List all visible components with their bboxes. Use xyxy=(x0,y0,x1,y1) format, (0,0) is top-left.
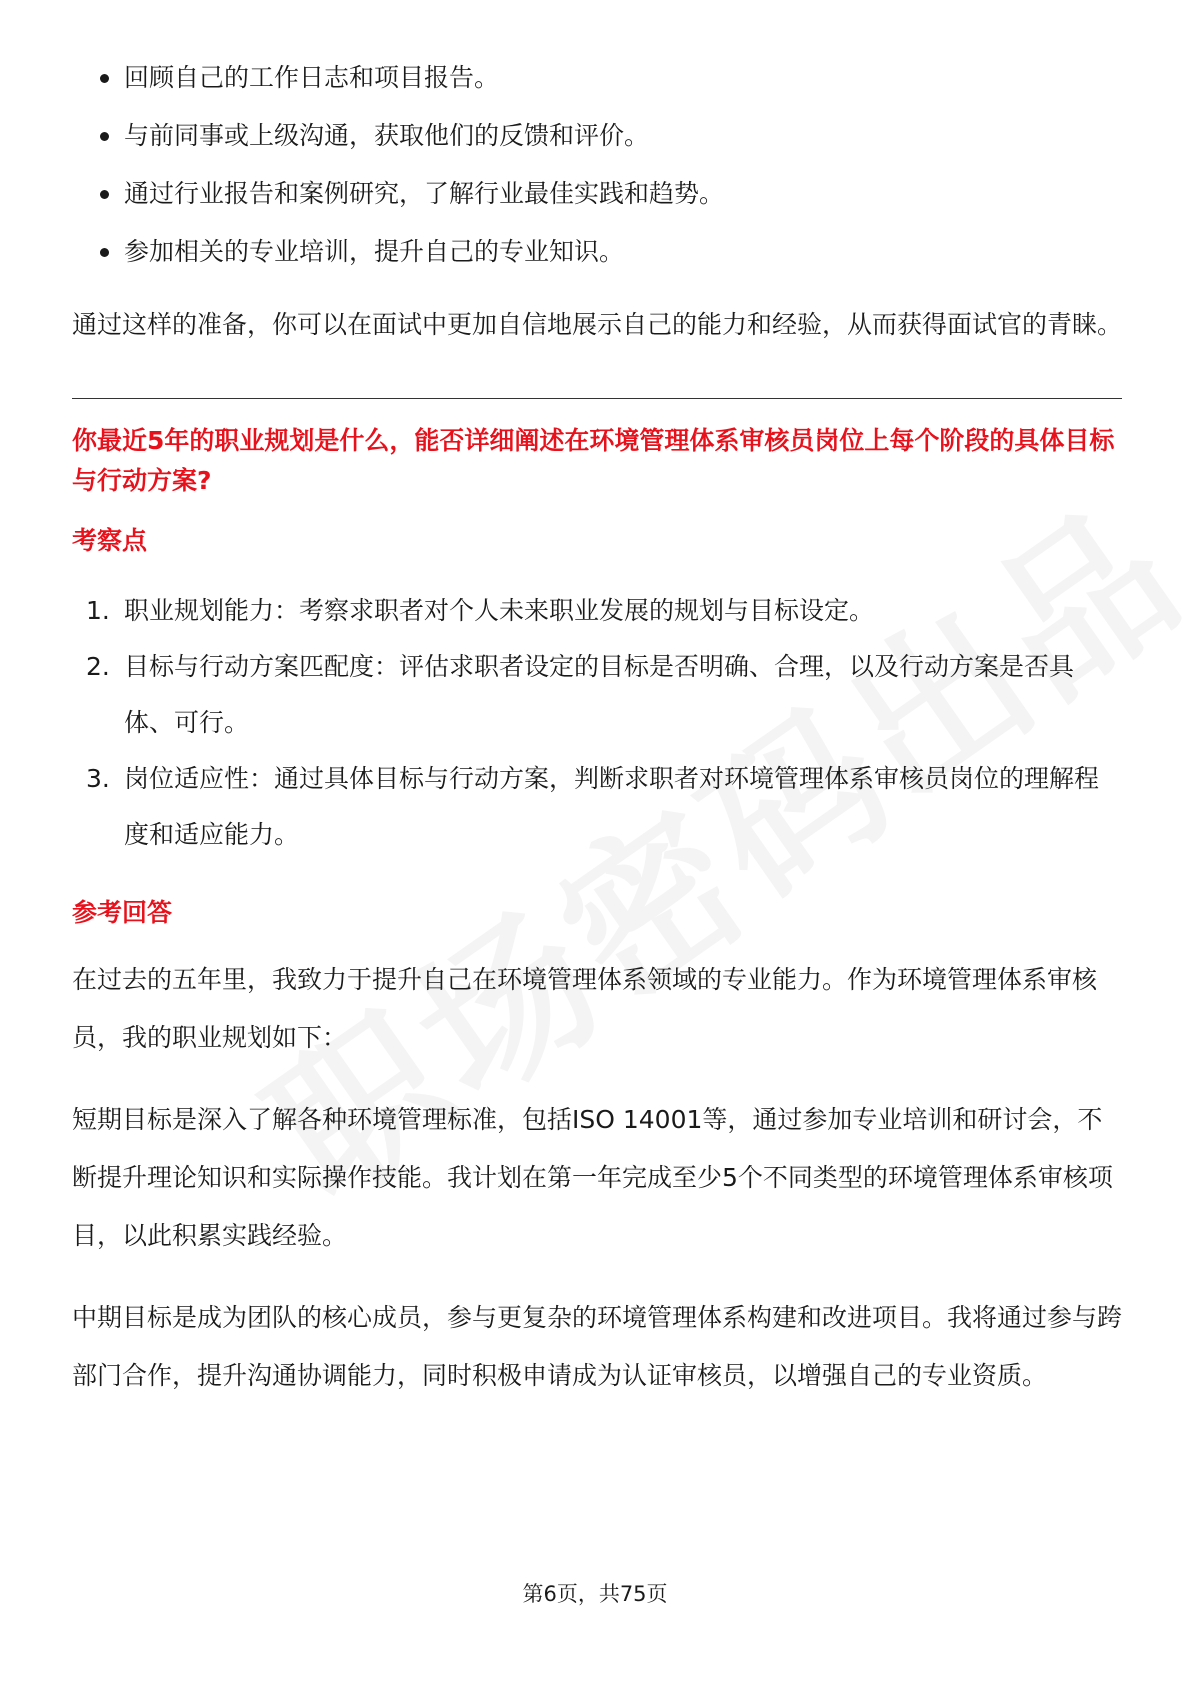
bullet-icon xyxy=(100,132,109,141)
document-page xyxy=(72,60,1122,1405)
list-item-text: 与前同事或上级沟通，获取他们的反馈和评价。 xyxy=(124,121,650,150)
list-item xyxy=(72,60,1122,96)
list-number: 2. xyxy=(86,652,110,681)
list-item xyxy=(72,118,1122,154)
answer-paragraph: 在过去的五年里，我致力于提升自己在环境管理体系领域的专业能力。作为环境管理体系审核员，我的职业规划如下： xyxy=(72,965,1098,1052)
question-heading: 你最近5年的职业规划是什么，能否详细阐述在环境管理体系审核员岗位上每个阶段的具体目标与行动方案? xyxy=(72,426,1115,495)
section-divider xyxy=(72,398,1122,399)
list-item-text: 通过行业报告和案例研究，了解行业最佳实践和趋势。 xyxy=(124,179,725,208)
list-item-text: 参加相关的专业培训，提升自己的专业知识。 xyxy=(124,237,625,266)
list-item xyxy=(72,176,1122,212)
list-item-text: 岗位适应性：通过具体目标与行动方案，判断求职者对环境管理体系审核员岗位的理解程度和适应能力。 xyxy=(124,764,1100,849)
bullet-icon xyxy=(100,190,109,199)
answer-title: 参考回答 xyxy=(72,898,173,927)
assessment-list xyxy=(72,583,1122,863)
list-item-text: 回顾自己的工作日志和项目报告。 xyxy=(124,63,500,92)
assessment-title: 考察点 xyxy=(72,526,148,555)
bullet-icon xyxy=(100,74,109,83)
answer-paragraph: 中期目标是成为团队的核心成员，参与更复杂的环境管理体系构建和改进项目。我将通过参与跨部门合作，提升沟通协调能力，同时积极申请成为认证审核员，以增强自己的专业资质。 xyxy=(72,1303,1123,1390)
list-item-text: 职业规划能力：考察求职者对个人未来职业发展的规划与目标设定。 xyxy=(124,596,875,625)
list-number: 1. xyxy=(86,596,110,625)
list-number: 3. xyxy=(86,764,110,793)
list-item xyxy=(72,751,1122,863)
list-item xyxy=(72,234,1122,270)
answer-paragraph: 短期目标是深入了解各种环境管理标准，包括ISO 14001等，通过参加专业培训和研讨会，不断提升理论知识和实际操作技能。我计划在第一年完成至少5个不同类型的环境管理体系审核项目，以此积累实践经验。 xyxy=(72,1105,1113,1250)
list-item xyxy=(72,639,1122,751)
list-item xyxy=(72,583,1122,639)
page-number: 第6页，共75页 xyxy=(522,1582,668,1606)
list-item-text: 目标与行动方案匹配度：评估求职者设定的目标是否明确、合理，以及行动方案是否具体、可行。 xyxy=(124,652,1075,737)
bullet-icon xyxy=(100,248,109,257)
preparation-bullet-list xyxy=(72,60,1122,270)
summary-paragraph: 通过这样的准备，你可以在面试中更加自信地展示自己的能力和经验，从而获得面试官的青睐。 xyxy=(72,310,1123,339)
